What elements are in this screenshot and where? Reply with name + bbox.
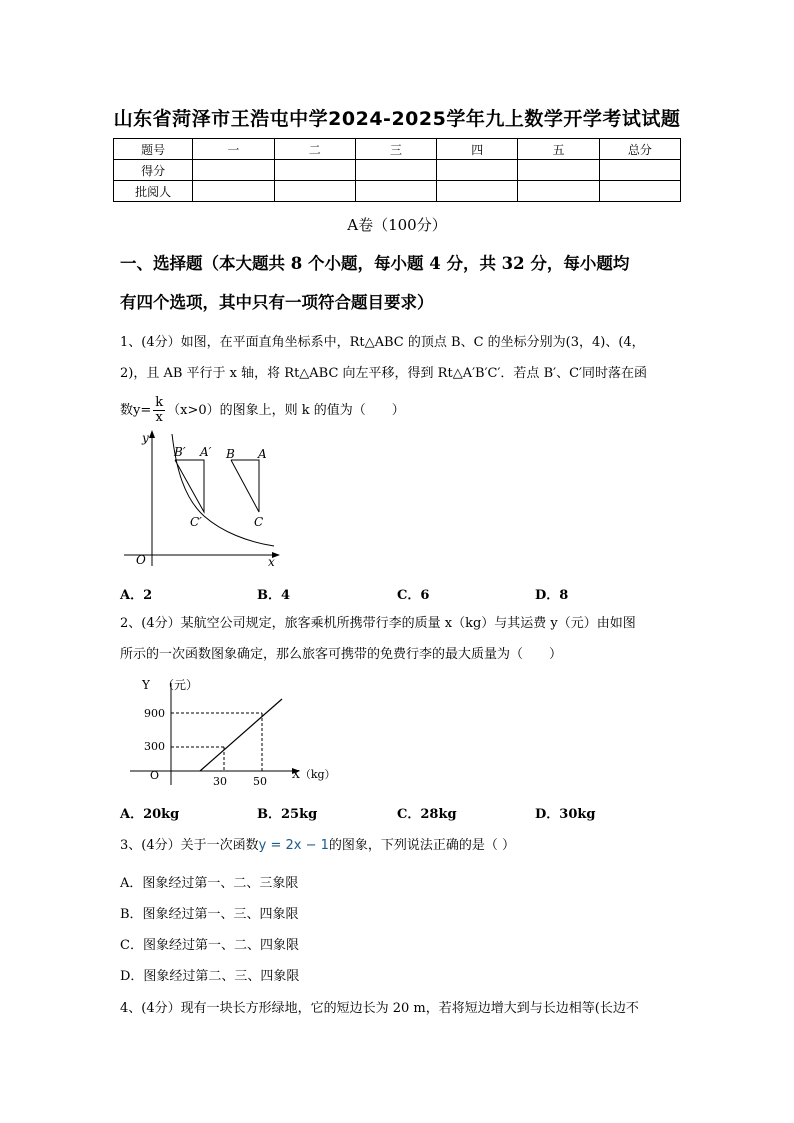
table-cell: 二 <box>274 139 355 160</box>
question-1-text: 数y= <box>120 403 152 418</box>
option-c[interactable]: C．6 <box>397 588 430 603</box>
question-1-line: 2)，且 AB 平行于 x 轴，将 Rt△ABC 向左平移，得到 Rt△A′B′C′．若点 B′、C′同时落在函 <box>120 366 647 381</box>
option-b[interactable]: B．4 <box>257 588 291 603</box>
y-axis-arrow <box>149 430 155 438</box>
table-cell: 五 <box>518 139 599 160</box>
table-cell: 总分 <box>599 139 680 160</box>
option-d[interactable]: D．图象经过第二、三、四象限 <box>120 969 300 984</box>
table-cell: 一 <box>193 139 274 160</box>
figure-label-x: x <box>268 555 275 569</box>
option-d[interactable]: D．8 <box>535 588 569 603</box>
question-1-line: 1、(4分）如图，在平面直角坐标系中，Rt△ABC 的顶点 B、C 的坐标分别为(3，4)、(4， <box>120 335 645 350</box>
question-2-line: 所示的一次函数图象确定，那么旅客可携带的免费行李的最大质量为（ ） <box>120 647 563 662</box>
linear-function-line <box>200 699 282 771</box>
table-cell: 批阅人 <box>114 181 193 202</box>
score-table <box>113 138 681 202</box>
grader-input-cell[interactable] <box>599 181 680 202</box>
option-c[interactable]: C．图象经过第一、二、四象限 <box>120 938 299 953</box>
fraction-numerator: k <box>155 395 164 410</box>
grader-input-cell[interactable] <box>274 181 355 202</box>
table-cell: 得分 <box>114 160 193 181</box>
option-a[interactable]: A．图象经过第一、二、三象限 <box>120 876 299 891</box>
option-a[interactable]: A．20kg <box>120 807 180 822</box>
question-3-line <box>120 832 680 860</box>
table-cell: 四 <box>437 139 518 160</box>
score-table-row <box>114 181 681 202</box>
y-tick-label: 300 <box>144 740 165 753</box>
fraction-denominator: x <box>155 410 163 425</box>
grader-input-cell[interactable] <box>437 181 518 202</box>
question-1-text: （x>0）的图象上，则 k 的值为（ ） <box>167 403 405 418</box>
triangle-abc <box>231 460 259 512</box>
y-axis-label: Y <box>142 678 150 692</box>
y-tick-label: 900 <box>144 707 165 720</box>
figure-label-origin: O <box>136 553 146 567</box>
x-tick-label: 30 <box>213 775 227 788</box>
table-cell: 题号 <box>114 139 193 160</box>
figure-label-y: y <box>142 431 149 445</box>
question-1-figure <box>118 428 288 573</box>
question-2-figure <box>126 675 346 795</box>
x-axis-label: X（kg） <box>292 768 336 781</box>
figure-label-c: C <box>254 515 264 529</box>
question-3-text: 3、(4分）关于一次函数 <box>120 838 259 853</box>
grader-input-cell[interactable] <box>355 181 436 202</box>
question-3-text: 的图象，下列说法正确的是（ ） <box>328 838 516 853</box>
paper-title: 山东省菏泽市王浩屯中学2024-2025学年九上数学开学考试试题 <box>113 108 681 130</box>
question-2-line: 2、(4分）某航空公司规定，旅客乘机所携带行李的质量 x（kg）与其运费 y（元）由如图 <box>120 616 636 631</box>
score-table-header-row <box>114 139 681 160</box>
figure-label-b: B <box>226 447 235 461</box>
paper-section-heading: A卷（100分） <box>347 216 447 234</box>
score-input-cell[interactable] <box>599 160 680 181</box>
section-heading-line: 有四个选项，其中只有一项符合题目要求） <box>120 293 434 312</box>
option-a[interactable]: A．2 <box>120 588 153 603</box>
x-tick-label: 50 <box>253 775 267 788</box>
score-input-cell[interactable] <box>355 160 436 181</box>
triangle-a1b1c1 <box>175 460 204 512</box>
score-input-cell[interactable] <box>518 160 599 181</box>
option-d[interactable]: D．30kg <box>535 807 596 822</box>
option-c[interactable]: C．28kg <box>397 807 457 822</box>
question-1-function-line <box>120 396 680 425</box>
score-input-cell[interactable] <box>437 160 518 181</box>
table-cell: 三 <box>355 139 436 160</box>
score-input-cell[interactable] <box>193 160 274 181</box>
question-4-line: 4、(4分）现有一块长方形绿地，它的短边长为 20 m，若将短边增大到与长边相等(长边不 <box>120 1001 639 1016</box>
origin-label: O <box>150 769 160 782</box>
figure-label-c1: C′ <box>190 515 202 529</box>
option-b[interactable]: B．25kg <box>257 807 318 822</box>
score-table-row <box>114 160 681 181</box>
figure-label-a: A <box>258 447 267 461</box>
y-axis-unit: （元） <box>162 678 199 692</box>
option-b[interactable]: B．图象经过第一、三、四象限 <box>120 907 299 922</box>
section-heading-line: 一、选择题（本大题共 8 个小题，每小题 4 分，共 32 分，每小题均 <box>120 254 630 273</box>
question-3-formula: y = 2x − 1 <box>258 838 329 853</box>
figure-label-a1: A′ <box>200 445 212 459</box>
grader-input-cell[interactable] <box>518 181 599 202</box>
figure-label-b1: B′ <box>174 445 186 459</box>
grader-input-cell[interactable] <box>193 181 274 202</box>
score-input-cell[interactable] <box>274 160 355 181</box>
fraction <box>153 396 165 425</box>
